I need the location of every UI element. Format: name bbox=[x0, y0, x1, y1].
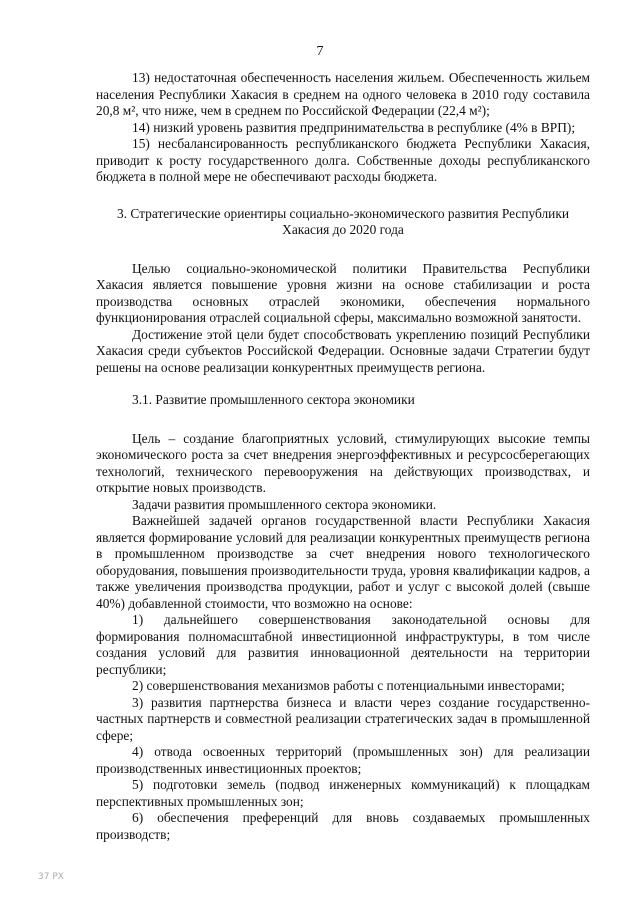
section-heading-3: 3. Стратегические ориентиры социально-экономического развития Республики Хакасия до 2020 года bbox=[117, 205, 569, 237]
footer-mark: 37 РХ bbox=[38, 872, 64, 882]
list-item-1: 1) дальнейшего совершенствования законодательной основы для формирования полномасштабной инвестиционной инфраструктуры, в том числе создания условий для развития инновационной деятельности на территории республики; bbox=[96, 612, 590, 677]
paragraph-aim: Цель – создание благоприятных условий, стимулирующих высокие темпы экономического роста за счет внедрения энергоэффективных и ресурсосберегающих технологий, технического перевооружения на действующих производствах, и открытие новых производств. bbox=[96, 430, 590, 495]
paragraph-item-13: 13) недостаточная обеспеченность населения жильем. Обеспеченность жильем населения Республики Хакасия в среднем на одного человека в 2010 году составила 20,8 м², что ниже, чем в среднем по Российской Федерации (22,4 м²); bbox=[96, 70, 590, 118]
paragraph-item-14: 14) низкий уровень развития предпринимательства в республике (4% в ВРП); bbox=[132, 119, 576, 135]
list-item-5: 5) подготовки земель (подвод инженерных коммуникаций) к площадкам перспективных промышленных зон; bbox=[96, 777, 590, 809]
document-body bbox=[96, 70, 590, 843]
list-item-2: 2) совершенствования механизмов работы с потенциальными инвесторами; bbox=[132, 678, 565, 693]
paragraph-achievement: Достижение этой цели будет способствовать укреплению позиций Республики Хакасия среди субъектов Российской Федерации. Основные задачи Стратегии будут решены на основе реализации конкурентных преимуществ региона. bbox=[96, 326, 590, 375]
list-item-3: 3) развития партнерства бизнеса и власти через создание государственно-частных партнерств и совместной реализации стратегических задач в промышленной сфере; bbox=[96, 694, 590, 743]
paragraph-main-task: Важнейшей задачей органов государственной власти Республики Хакасия является формирование условий для реализации конкурентных преимуществ региона в промышленном производстве за счет внедрения нового технологического оборудования, повышения производительности труда, уровня квалификации кадров, а также увеличения производства продукции, работ и услуг с высокой долей (свыше 40%) добавленной стоимости, что возможно на основе: bbox=[96, 513, 590, 611]
paragraph-item-15: 15) несбалансированность республиканского бюджета Республики Хакасия, приводит к росту государственного долга. Собственные доходы республиканского бюджета в полной мере не обеспечивают расходы бюджета. bbox=[96, 136, 590, 184]
list-item-4: 4) отвода освоенных территорий (промышленных зон) для реализации производственных инвестиционных проектов; bbox=[96, 744, 590, 776]
page-number: 7 bbox=[316, 44, 324, 59]
section-heading-3-1: 3.1. Развитие промышленного сектора экономики bbox=[132, 392, 415, 407]
list-item-6: 6) обеспечения преференций для вновь создаваемых промышленных производств; bbox=[96, 810, 590, 842]
paragraph-tasks-title: Задачи развития промышленного сектора экономики. bbox=[132, 496, 437, 512]
paragraph-goal: Целью социально-экономической политики Правительства Республики Хакасия является повышение уровня жизни на основе стабилизации и роста производства основных отраслей экономики, обеспечения нормального функционирования отраслей социальной сферы, максимально возможной занятости. bbox=[96, 260, 590, 325]
